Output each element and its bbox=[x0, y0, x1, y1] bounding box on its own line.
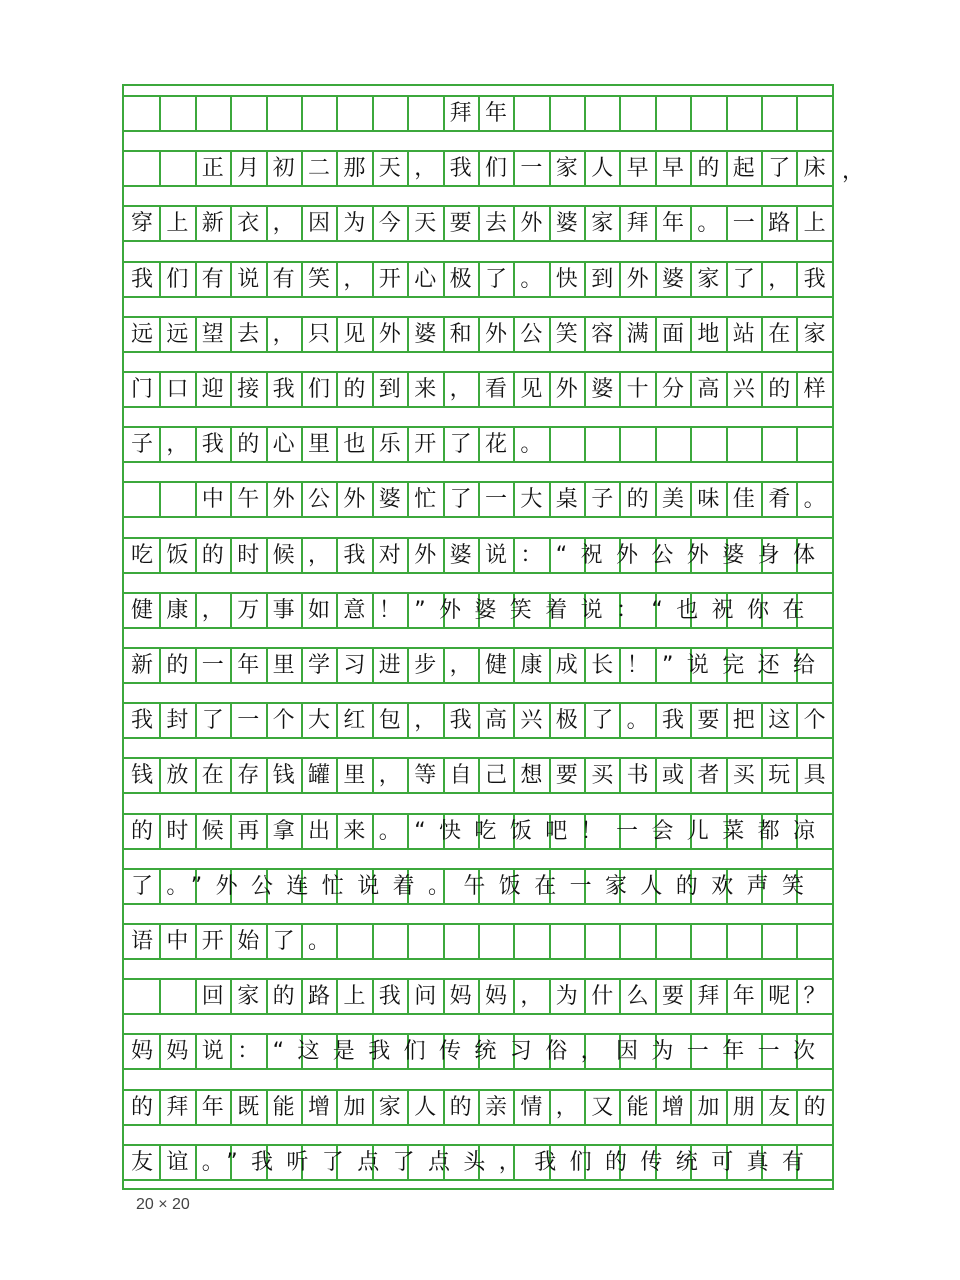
grid-row bbox=[124, 371, 840, 408]
grid-row bbox=[124, 481, 840, 518]
essay-line: 的时候再拿出来。“快吃饭吧！一会儿菜都凉 bbox=[131, 818, 829, 844]
grid-row bbox=[124, 316, 840, 353]
essay-line: 友谊。”我听了点了点头，我们的传统可真有 bbox=[131, 1149, 818, 1175]
grid-row bbox=[124, 868, 832, 905]
essay-line: 新的一年里学习进步，健康成长！”说完还给 bbox=[131, 653, 829, 678]
grid-row bbox=[124, 978, 840, 1015]
grid-row bbox=[124, 1033, 832, 1070]
grid-row bbox=[124, 702, 840, 739]
essay-line: 健康，万事如意！”外婆笑着说：“也祝你在 bbox=[131, 597, 818, 623]
essay-line: 中午外公外婆忙了一大桌子的美味佳肴。 bbox=[131, 487, 840, 513]
essay-line: 穿上新衣，因为今天要去外婆家拜年。一路上 bbox=[131, 211, 840, 237]
overflow-punctuation: ， bbox=[842, 159, 865, 185]
grid-row bbox=[124, 592, 832, 629]
essay-line: 子，我的心里也乐开了花。 bbox=[131, 432, 829, 458]
grid-row bbox=[124, 1144, 832, 1181]
essay-line: 钱放在存钱罐里，等自己想要买书或者买玩具 bbox=[131, 763, 840, 789]
grid-row bbox=[124, 757, 840, 794]
essay-line: 远远望去，只见外婆和外公笑容满面地站在家 bbox=[131, 321, 840, 347]
essay-line: 我们有说有笑，开心极了。快到外婆家了，我 bbox=[131, 266, 840, 292]
grid-row bbox=[124, 813, 832, 850]
essay-line: 的拜年既能增加家人的亲情，又能增加朋友的 bbox=[131, 1094, 840, 1120]
essay-line: 吃饭的时候，我对外婆说：“祝外公外婆身体 bbox=[131, 542, 829, 568]
essay-title: 拜年 bbox=[131, 101, 840, 126]
essay-line: 妈妈说：“这是我们传统习俗，因为一年一次 bbox=[131, 1039, 829, 1065]
grid-row bbox=[124, 261, 840, 298]
grid-row bbox=[124, 150, 840, 187]
essay-line: 回家的路上我问妈妈，为什么要拜年呢？ bbox=[131, 984, 840, 1010]
grid-row bbox=[124, 537, 832, 574]
composition-grid-paper bbox=[122, 84, 840, 1190]
essay-line: 了。”外公连忙说着。午饭在一家人的欢声笑 bbox=[131, 873, 818, 899]
grid-row bbox=[124, 1089, 840, 1126]
essay-line: 正月初二那天，我们一家人早早的起了床 bbox=[131, 156, 840, 182]
grid-size-label: 20 × 20 bbox=[136, 1196, 190, 1213]
title-row bbox=[124, 95, 840, 132]
grid-row bbox=[124, 923, 832, 960]
grid-row bbox=[124, 426, 832, 463]
essay-line: 语中开始了。 bbox=[131, 929, 829, 954]
grid-row bbox=[124, 205, 840, 242]
grid-row bbox=[124, 647, 832, 684]
essay-line: 我封了一个大红包，我高兴极了。我要把这个 bbox=[131, 708, 840, 734]
essay-line: 门口迎接我们的到来，看见外婆十分高兴的样 bbox=[131, 377, 840, 402]
